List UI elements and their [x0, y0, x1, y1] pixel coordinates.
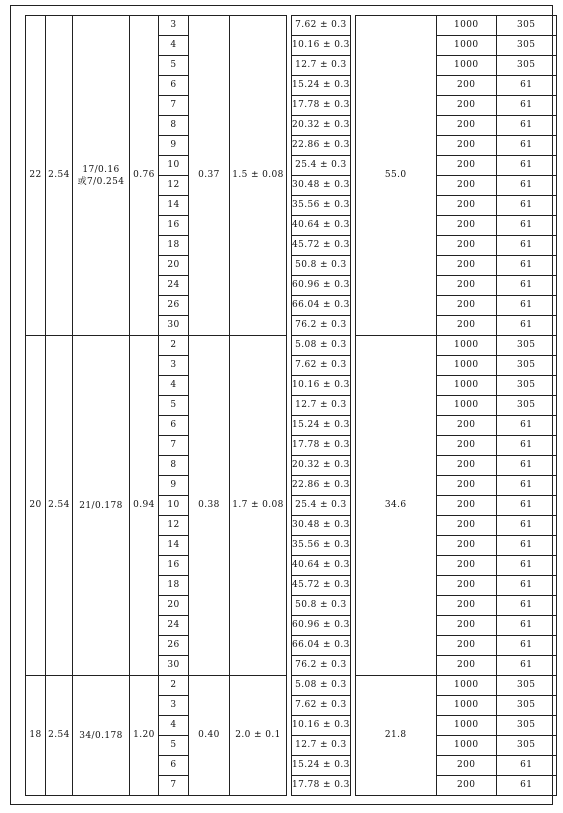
- spacer-cell: [350, 416, 355, 436]
- quantity-cell: 61: [496, 176, 556, 196]
- pitch-cell: 2.54: [46, 16, 73, 336]
- length-cell: 200: [436, 456, 496, 476]
- quantity-cell: 61: [496, 596, 556, 616]
- quantity-cell: 61: [496, 656, 556, 676]
- quantity-cell: 61: [496, 756, 556, 776]
- width-tolerance-cell: 12.7 ± 0.3: [292, 736, 351, 756]
- spacer-cell: [350, 116, 355, 136]
- quantity-cell: 305: [496, 696, 556, 716]
- spacer-cell: [350, 296, 355, 316]
- width-tolerance-cell: 15.24 ± 0.3: [292, 76, 351, 96]
- spacer-cell: [350, 356, 355, 376]
- cores-cell: 6: [159, 416, 189, 436]
- quantity-cell: 61: [496, 776, 556, 796]
- quantity-cell: 61: [496, 236, 556, 256]
- width-tolerance-cell: 45.72 ± 0.3: [292, 576, 351, 596]
- spacer-cell: [350, 576, 355, 596]
- quantity-cell: 61: [496, 556, 556, 576]
- width-tolerance-cell: 76.2 ± 0.3: [292, 656, 351, 676]
- width-tolerance-cell: 17.78 ± 0.3: [292, 96, 351, 116]
- cores-cell: 3: [159, 696, 189, 716]
- cores-cell: 30: [159, 316, 189, 336]
- quantity-cell: 305: [496, 336, 556, 356]
- spacer-cell: [350, 316, 355, 336]
- cable-spec-table: [25, 15, 557, 796]
- length-cell: 200: [436, 196, 496, 216]
- quantity-cell: 61: [496, 636, 556, 656]
- spacer-cell: [350, 596, 355, 616]
- length-cell: 200: [436, 216, 496, 236]
- strand-text: 34/0.178: [79, 730, 123, 741]
- quantity-cell: 61: [496, 616, 556, 636]
- cores-cell: 7: [159, 96, 189, 116]
- quantity-cell: 61: [496, 476, 556, 496]
- length-cell: 200: [436, 656, 496, 676]
- cores-cell: 16: [159, 556, 189, 576]
- length-cell: 1000: [436, 696, 496, 716]
- spacer-cell: [350, 156, 355, 176]
- spacer-cell: [350, 436, 355, 456]
- quantity-cell: 61: [496, 96, 556, 116]
- spacer-cell: [350, 196, 355, 216]
- quantity-cell: 61: [496, 436, 556, 456]
- length-cell: 200: [436, 496, 496, 516]
- insulation-cell: 0.38: [189, 336, 230, 676]
- width-tolerance-cell: 10.16 ± 0.3: [292, 376, 351, 396]
- resistance-cell: 34.6: [355, 336, 436, 676]
- cores-cell: 10: [159, 496, 189, 516]
- length-cell: 1000: [436, 336, 496, 356]
- awg-cell: 22: [26, 16, 46, 336]
- outer-diameter-cell: 1.5 ± 0.08: [230, 16, 287, 336]
- quantity-cell: 305: [496, 396, 556, 416]
- length-cell: 200: [436, 116, 496, 136]
- width-tolerance-cell: 15.24 ± 0.3: [292, 416, 351, 436]
- quantity-cell: 61: [496, 276, 556, 296]
- width-tolerance-cell: 35.56 ± 0.3: [292, 196, 351, 216]
- quantity-cell: 61: [496, 456, 556, 476]
- width-tolerance-cell: 50.8 ± 0.3: [292, 256, 351, 276]
- width-tolerance-cell: 30.48 ± 0.3: [292, 176, 351, 196]
- spacer-cell: [350, 396, 355, 416]
- spacer-cell: [350, 256, 355, 276]
- width-tolerance-cell: 22.86 ± 0.3: [292, 136, 351, 156]
- cores-cell: 26: [159, 296, 189, 316]
- quantity-cell: 61: [496, 516, 556, 536]
- cores-cell: 6: [159, 756, 189, 776]
- quantity-cell: 61: [496, 536, 556, 556]
- width-tolerance-cell: 5.08 ± 0.3: [292, 676, 351, 696]
- quantity-cell: 61: [496, 316, 556, 336]
- length-cell: 200: [436, 756, 496, 776]
- length-cell: 1000: [436, 376, 496, 396]
- spacer-cell: [350, 616, 355, 636]
- cores-cell: 5: [159, 736, 189, 756]
- cores-cell: 2: [159, 336, 189, 356]
- length-cell: 1000: [436, 716, 496, 736]
- cores-cell: 16: [159, 216, 189, 236]
- resistance-cell: 55.0: [355, 16, 436, 336]
- quantity-cell: 305: [496, 36, 556, 56]
- length-cell: 200: [436, 536, 496, 556]
- cores-cell: 7: [159, 776, 189, 796]
- width-tolerance-cell: 10.16 ± 0.3: [292, 36, 351, 56]
- width-tolerance-cell: 7.62 ± 0.3: [292, 356, 351, 376]
- insulation-cell: 0.37: [189, 16, 230, 336]
- quantity-cell: 61: [496, 136, 556, 156]
- spacer-cell: [350, 136, 355, 156]
- length-cell: 200: [436, 556, 496, 576]
- cores-cell: 26: [159, 636, 189, 656]
- length-cell: 200: [436, 616, 496, 636]
- quantity-cell: 305: [496, 716, 556, 736]
- cores-cell: 20: [159, 596, 189, 616]
- width-tolerance-cell: 25.4 ± 0.3: [292, 156, 351, 176]
- length-cell: 200: [436, 436, 496, 456]
- spacer-cell: [350, 736, 355, 756]
- conductor-diameter-cell: 0.76: [130, 16, 159, 336]
- width-tolerance-cell: 7.62 ± 0.3: [292, 696, 351, 716]
- cores-cell: 4: [159, 376, 189, 396]
- length-cell: 200: [436, 636, 496, 656]
- spacer-cell: [350, 716, 355, 736]
- spacer-cell: [350, 376, 355, 396]
- quantity-cell: 305: [496, 16, 556, 36]
- width-tolerance-cell: 17.78 ± 0.3: [292, 776, 351, 796]
- awg-cell: 18: [26, 676, 46, 796]
- spacer-cell: [350, 516, 355, 536]
- strand-cell: [73, 676, 130, 796]
- length-cell: 200: [436, 276, 496, 296]
- cores-cell: 24: [159, 276, 189, 296]
- length-cell: 1000: [436, 396, 496, 416]
- spacer-cell: [350, 276, 355, 296]
- table-row: [26, 336, 557, 356]
- spacer-cell: [350, 696, 355, 716]
- cores-cell: 3: [159, 16, 189, 36]
- table-row: [26, 16, 557, 36]
- strand-cell: [73, 16, 130, 336]
- spacer-cell: [350, 456, 355, 476]
- width-tolerance-cell: 7.62 ± 0.3: [292, 16, 351, 36]
- width-tolerance-cell: 17.78 ± 0.3: [292, 436, 351, 456]
- length-cell: 200: [436, 256, 496, 276]
- cores-cell: 9: [159, 136, 189, 156]
- cores-cell: 4: [159, 716, 189, 736]
- cores-cell: 2: [159, 676, 189, 696]
- cores-cell: 12: [159, 516, 189, 536]
- length-cell: 1000: [436, 356, 496, 376]
- quantity-cell: 61: [496, 196, 556, 216]
- length-cell: 1000: [436, 56, 496, 76]
- width-tolerance-cell: 22.86 ± 0.3: [292, 476, 351, 496]
- spacer-cell: [350, 216, 355, 236]
- cores-cell: 6: [159, 76, 189, 96]
- length-cell: 1000: [436, 676, 496, 696]
- width-tolerance-cell: 76.2 ± 0.3: [292, 316, 351, 336]
- length-cell: 200: [436, 296, 496, 316]
- width-tolerance-cell: 20.32 ± 0.3: [292, 456, 351, 476]
- quantity-cell: 61: [496, 76, 556, 96]
- width-tolerance-cell: 5.08 ± 0.3: [292, 336, 351, 356]
- spacer-cell: [350, 536, 355, 556]
- cores-cell: 10: [159, 156, 189, 176]
- spacer-cell: [350, 176, 355, 196]
- length-cell: 1000: [436, 736, 496, 756]
- quantity-cell: 61: [496, 296, 556, 316]
- length-cell: 1000: [436, 36, 496, 56]
- outer-diameter-cell: 2.0 ± 0.1: [230, 676, 287, 796]
- width-tolerance-cell: 66.04 ± 0.3: [292, 636, 351, 656]
- length-cell: 200: [436, 416, 496, 436]
- width-tolerance-cell: 60.96 ± 0.3: [292, 616, 351, 636]
- strand-text: 17/0.16 或7/0.254: [77, 164, 125, 187]
- width-tolerance-cell: 25.4 ± 0.3: [292, 496, 351, 516]
- cores-cell: 5: [159, 56, 189, 76]
- width-tolerance-cell: 12.7 ± 0.3: [292, 56, 351, 76]
- cores-cell: 18: [159, 236, 189, 256]
- quantity-cell: 305: [496, 356, 556, 376]
- width-tolerance-cell: 12.7 ± 0.3: [292, 396, 351, 416]
- length-cell: 200: [436, 476, 496, 496]
- spacer-cell: [350, 496, 355, 516]
- cores-cell: 8: [159, 116, 189, 136]
- cores-cell: 3: [159, 356, 189, 376]
- cores-cell: 24: [159, 616, 189, 636]
- cores-cell: 12: [159, 176, 189, 196]
- length-cell: 200: [436, 156, 496, 176]
- length-cell: 200: [436, 76, 496, 96]
- spacer-cell: [350, 756, 355, 776]
- width-tolerance-cell: 15.24 ± 0.3: [292, 756, 351, 776]
- cores-cell: 8: [159, 456, 189, 476]
- width-tolerance-cell: 40.64 ± 0.3: [292, 556, 351, 576]
- pitch-cell: 2.54: [46, 336, 73, 676]
- insulation-cell: 0.40: [189, 676, 230, 796]
- length-cell: 1000: [436, 16, 496, 36]
- spacer-cell: [350, 76, 355, 96]
- cores-cell: 5: [159, 396, 189, 416]
- spacer-cell: [350, 556, 355, 576]
- cores-cell: 9: [159, 476, 189, 496]
- width-tolerance-cell: 45.72 ± 0.3: [292, 236, 351, 256]
- width-tolerance-cell: 40.64 ± 0.3: [292, 216, 351, 236]
- spec-table-body: [26, 16, 557, 796]
- length-cell: 200: [436, 516, 496, 536]
- quantity-cell: 61: [496, 256, 556, 276]
- spacer-cell: [350, 236, 355, 256]
- outer-diameter-cell: 1.7 ± 0.08: [230, 336, 287, 676]
- width-tolerance-cell: 35.56 ± 0.3: [292, 536, 351, 556]
- length-cell: 200: [436, 96, 496, 116]
- length-cell: 200: [436, 176, 496, 196]
- length-cell: 200: [436, 576, 496, 596]
- strand-text: 21/0.178: [79, 500, 123, 511]
- quantity-cell: 305: [496, 376, 556, 396]
- awg-cell: 20: [26, 336, 46, 676]
- width-tolerance-cell: 50.8 ± 0.3: [292, 596, 351, 616]
- quantity-cell: 61: [496, 116, 556, 136]
- length-cell: 200: [436, 776, 496, 796]
- strand-cell: [73, 336, 130, 676]
- spacer-cell: [350, 656, 355, 676]
- length-cell: 200: [436, 236, 496, 256]
- length-cell: 200: [436, 136, 496, 156]
- cores-cell: 20: [159, 256, 189, 276]
- conductor-diameter-cell: 1.20: [130, 676, 159, 796]
- resistance-cell: 21.8: [355, 676, 436, 796]
- quantity-cell: 305: [496, 56, 556, 76]
- conductor-diameter-cell: 0.94: [130, 336, 159, 676]
- cores-cell: 7: [159, 436, 189, 456]
- quantity-cell: 305: [496, 676, 556, 696]
- length-cell: 200: [436, 596, 496, 616]
- quantity-cell: 61: [496, 416, 556, 436]
- quantity-cell: 61: [496, 156, 556, 176]
- quantity-cell: 61: [496, 576, 556, 596]
- pitch-cell: 2.54: [46, 676, 73, 796]
- quantity-cell: 61: [496, 496, 556, 516]
- width-tolerance-cell: 60.96 ± 0.3: [292, 276, 351, 296]
- cores-cell: 4: [159, 36, 189, 56]
- spacer-cell: [350, 636, 355, 656]
- cores-cell: 14: [159, 196, 189, 216]
- width-tolerance-cell: 66.04 ± 0.3: [292, 296, 351, 316]
- cores-cell: 30: [159, 656, 189, 676]
- spacer-cell: [350, 776, 355, 796]
- spacer-cell: [350, 56, 355, 76]
- width-tolerance-cell: 30.48 ± 0.3: [292, 516, 351, 536]
- quantity-cell: 305: [496, 736, 556, 756]
- spacer-cell: [350, 476, 355, 496]
- cores-cell: 18: [159, 576, 189, 596]
- quantity-cell: 61: [496, 216, 556, 236]
- length-cell: 200: [436, 316, 496, 336]
- table-row: [26, 676, 557, 696]
- spacer-cell: [350, 36, 355, 56]
- cores-cell: 14: [159, 536, 189, 556]
- width-tolerance-cell: 10.16 ± 0.3: [292, 716, 351, 736]
- spacer-cell: [350, 96, 355, 116]
- width-tolerance-cell: 20.32 ± 0.3: [292, 116, 351, 136]
